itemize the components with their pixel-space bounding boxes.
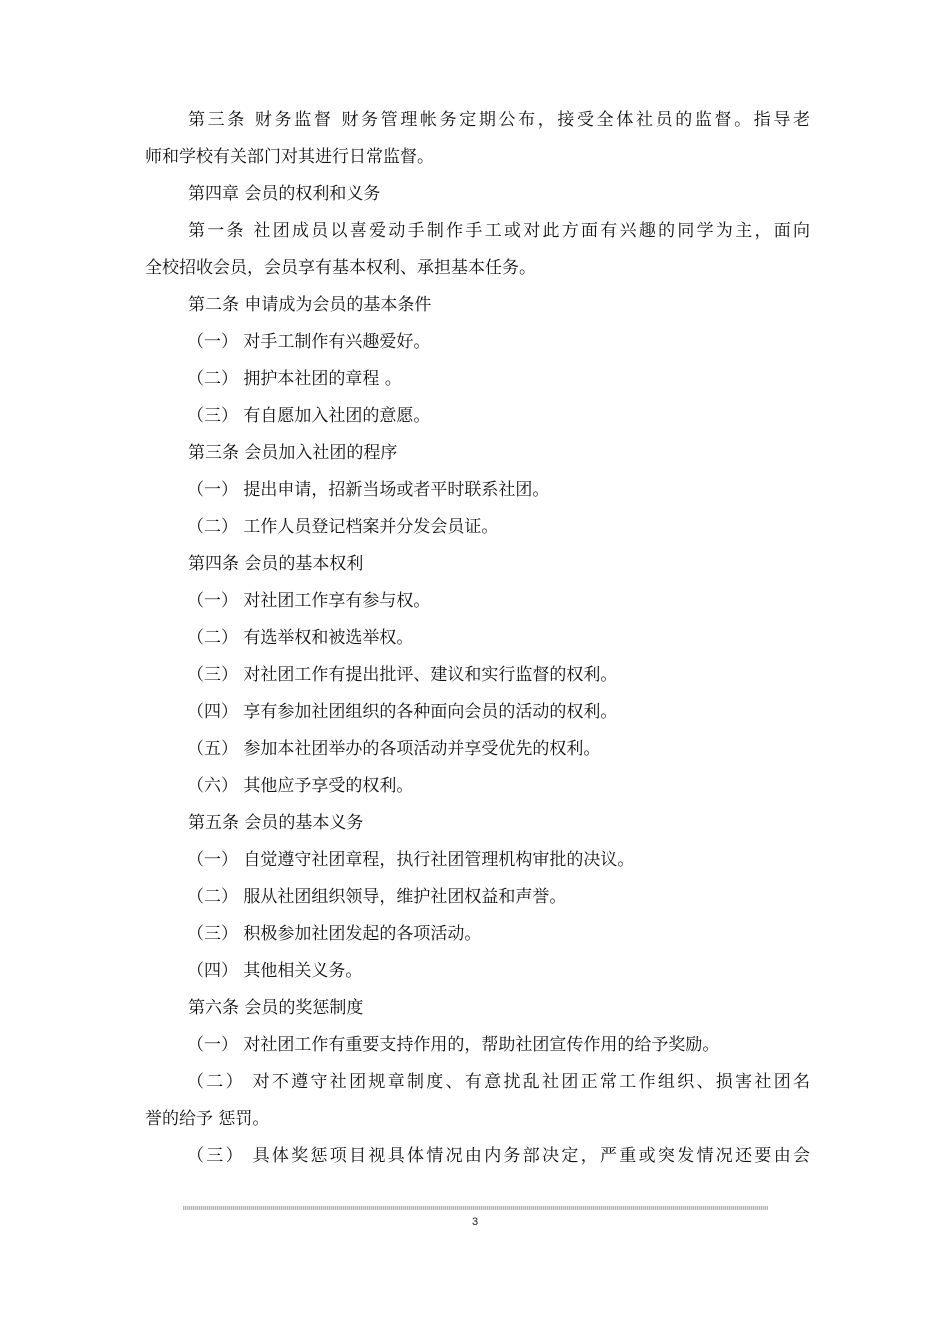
list-item: （三） 积极参加社团发起的各项活动。	[187, 924, 482, 944]
paragraph-line: 师和学校有关部门对其进行日常监督。	[145, 147, 434, 167]
paragraph-line: 全校招收会员，会员享有基本权利、承担基本任务。	[145, 258, 536, 278]
footer-divider	[183, 1206, 768, 1210]
list-item: （二） 拥护本社团的章程 。	[187, 369, 402, 389]
article-heading: 第六条 会员的奖惩制度	[188, 998, 364, 1018]
list-item: （六） 其他应予享受的权利。	[187, 776, 414, 796]
list-item: （一） 对社团工作有重要支持作用的，帮助社团宣传作用的给予奖励。	[187, 1035, 720, 1055]
paragraph-line: 第一条 社团成员以喜爱动手制作手工或对此方面有兴趣的同学为主，面向	[188, 221, 810, 241]
list-item: （一） 对社团工作享有参与权。	[187, 591, 431, 611]
article-heading: 第五条 会员的基本义务	[188, 813, 364, 833]
list-item: （二） 有选举权和被选举权。	[187, 628, 414, 648]
list-item: （一） 自觉遵守社团章程，执行社团管理机构审批的决议。	[187, 850, 635, 870]
chapter-heading: 第四章 会员的权利和义务	[188, 184, 381, 204]
page-number: 3	[471, 1216, 479, 1228]
list-item: （一） 提出申请，招新当场或者平时联系社团。	[187, 480, 550, 500]
article-heading: 第四条 会员的基本权利	[188, 554, 364, 574]
list-item: （三） 对社团工作有提出批评、建议和实行监督的权利。	[187, 665, 618, 685]
list-item: （三） 具体奖惩项目视具体情况由内务部决定，严重或突发情况还要由会	[187, 1146, 810, 1166]
list-item: （五） 参加本社团举办的各项活动并享受优先的权利。	[187, 739, 601, 759]
article-heading: 第三条 会员加入社团的程序	[188, 443, 398, 463]
document-body	[145, 102, 810, 1175]
list-item: （四） 享有参加社团组织的各种面向会员的活动的权利。	[187, 702, 618, 722]
article-heading: 第二条 申请成为会员的基本条件	[188, 295, 432, 315]
list-item: （一） 对手工制作有兴趣爱好。	[187, 332, 431, 352]
list-item: （四） 其他相关义务。	[187, 961, 363, 981]
list-item: （二） 服从社团组织领导，维护社团权益和声誉。	[187, 887, 567, 907]
list-item: （三） 有自愿加入社团的意愿。	[187, 406, 431, 426]
paragraph-line: 誉的给予 惩罚。	[145, 1109, 270, 1129]
list-item: （二） 工作人员登记档案并分发会员证。	[187, 517, 499, 537]
list-item: （二） 对不遵守社团规章制度、有意扰乱社团正常工作组织、损害社团名	[187, 1072, 810, 1092]
paragraph-line: 第三条 财务监督 财务管理帐务定期公布，接受全体社员的监督。指导老	[188, 110, 810, 130]
